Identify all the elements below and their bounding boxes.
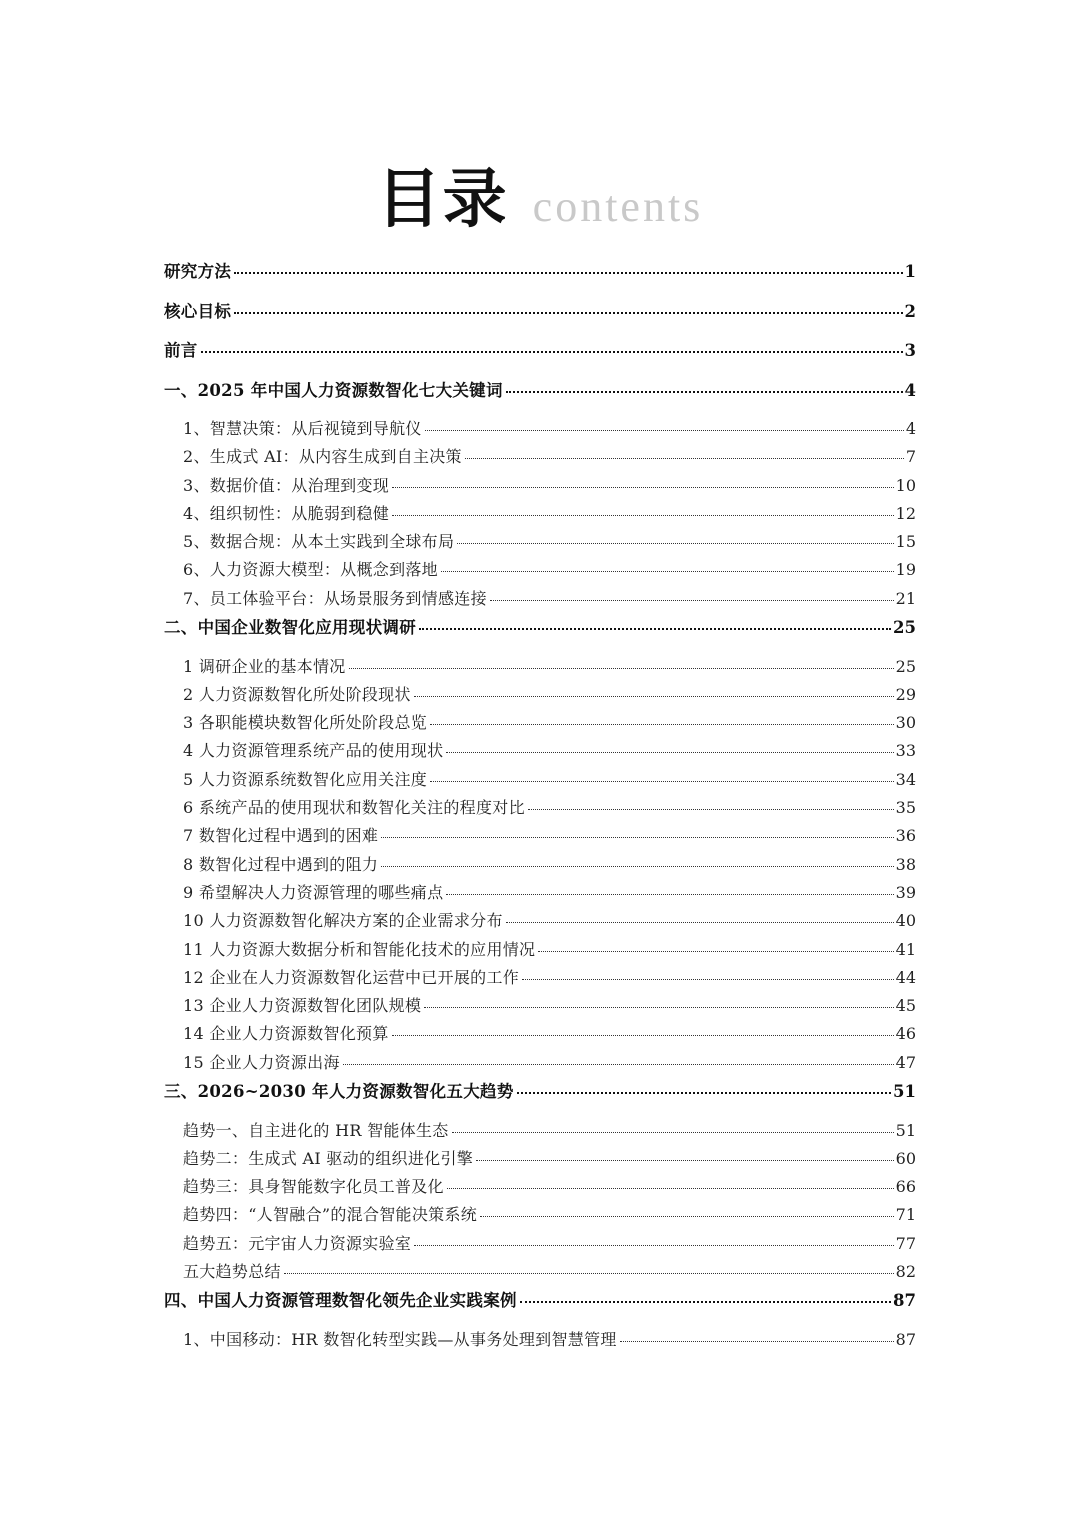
dot-leader — [452, 1132, 894, 1133]
dot-leader — [425, 430, 904, 431]
toc-section-entry[interactable] — [164, 1078, 916, 1118]
dot-leader — [392, 515, 894, 516]
dot-leader — [392, 1035, 894, 1036]
toc-page-number: 44 — [895, 967, 916, 987]
dot-leader — [424, 1007, 893, 1008]
toc-entry[interactable] — [164, 1202, 916, 1230]
toc-entry[interactable] — [164, 1174, 916, 1202]
dot-leader — [517, 1092, 891, 1094]
toc-entry-label: 趋势四：“人智融合”的混合智能决策系统 — [183, 1205, 478, 1225]
toc-entry-label: 3 各职能模块数智化所处阶段总览 — [183, 713, 428, 733]
toc-entry[interactable] — [164, 444, 916, 472]
toc-entry[interactable] — [164, 908, 916, 936]
dot-leader — [620, 1341, 894, 1342]
toc-page-number: 60 — [895, 1148, 916, 1168]
toc-entry-label: 四、中国人力资源管理数智化领先企业实践案例 — [164, 1291, 517, 1311]
toc-entry-label: 1 调研企业的基本情况 — [183, 656, 346, 676]
toc-page-number: 30 — [895, 713, 916, 733]
toc-entry-label: 趋势五：元宇宙人力资源实验室 — [183, 1233, 412, 1253]
toc-entry[interactable] — [164, 1050, 916, 1078]
toc-entry-label: 4 人力资源管理系统产品的使用现状 — [183, 741, 444, 761]
dot-leader — [430, 781, 894, 782]
toc-page-number: 2 — [904, 301, 916, 321]
dot-leader — [284, 1273, 894, 1274]
toc-entry-label: 1、智慧决策：从后视镜到导航仪 — [183, 419, 422, 438]
dot-leader — [538, 951, 893, 952]
page-title: 目录 — [376, 163, 509, 237]
toc-page-number: 25 — [895, 656, 916, 676]
dot-leader — [506, 391, 903, 393]
toc-page-number: 66 — [895, 1177, 916, 1197]
toc-page-number: 77 — [895, 1233, 916, 1253]
toc-section-entry[interactable] — [164, 298, 916, 338]
toc-page-number: 87 — [893, 1291, 916, 1311]
toc-entry-label: 6 系统产品的使用现状和数智化关注的程度对比 — [183, 798, 525, 818]
toc-entry[interactable] — [164, 795, 916, 823]
toc-page-number: 10 — [895, 475, 916, 495]
toc-entry-label: 2 人力资源数智化所处阶段现状 — [183, 684, 411, 704]
toc-entry[interactable] — [164, 1118, 916, 1146]
toc-page-number: 7 — [905, 447, 916, 467]
dot-leader — [392, 487, 894, 488]
toc-page-number: 39 — [895, 882, 916, 902]
dot-leader — [457, 543, 893, 544]
toc-page-number: 33 — [895, 741, 916, 761]
toc-entry-label: 11 人力资源大数据分析和智能化技术的应用情况 — [183, 939, 536, 959]
toc-entry-label: 核心目标 — [164, 301, 232, 321]
dot-leader — [528, 809, 894, 810]
toc-entry-label: 12 企业在人力资源数智化运营中已开展的工作 — [183, 967, 520, 987]
toc-page-number: 35 — [895, 798, 916, 818]
toc-section-entry[interactable] — [164, 377, 916, 417]
toc-page-number: 38 — [895, 854, 916, 874]
toc-entry-label: 一、2025 年中国人力资源数智化七大关键词 — [164, 380, 503, 400]
toc-entry[interactable] — [164, 1259, 916, 1287]
toc-page-number: 29 — [895, 684, 916, 704]
dot-leader — [520, 1301, 891, 1303]
dot-leader — [476, 1160, 894, 1161]
toc-page-number: 19 — [895, 560, 916, 580]
toc-entry-label: 10 人力资源数智化解决方案的企业需求分布 — [183, 911, 503, 931]
dot-leader — [480, 1216, 894, 1217]
dot-leader — [522, 979, 894, 980]
dot-leader — [414, 696, 894, 697]
dot-leader — [234, 312, 902, 314]
toc-page-number: 21 — [895, 588, 916, 608]
toc-entry[interactable] — [164, 710, 916, 738]
toc-page-number: 87 — [895, 1329, 916, 1349]
dot-leader — [465, 458, 904, 459]
toc-entry[interactable] — [164, 965, 916, 993]
toc-entry-label: 趋势三：具身智能数字化员工普及化 — [183, 1177, 444, 1197]
toc-page-number: 46 — [895, 1024, 916, 1044]
toc-entry-label: 前言 — [164, 341, 198, 360]
toc-page-number: 45 — [895, 996, 916, 1016]
toc-page-number: 82 — [895, 1262, 916, 1282]
dot-leader — [446, 894, 893, 895]
toc-entry[interactable] — [164, 852, 916, 880]
toc-page-number: 34 — [895, 769, 916, 789]
toc-section-entry[interactable] — [164, 258, 916, 298]
toc-page-number: 3 — [904, 341, 916, 360]
dot-leader — [441, 571, 894, 572]
toc-entry[interactable] — [164, 823, 916, 851]
toc-entry[interactable] — [164, 586, 916, 614]
dot-leader — [234, 272, 902, 274]
toc-entry[interactable] — [164, 682, 916, 710]
toc-entry[interactable] — [164, 880, 916, 908]
toc-page-number: 51 — [895, 1120, 916, 1140]
dot-leader — [343, 1064, 894, 1065]
toc-entry[interactable] — [164, 738, 916, 766]
toc-page-number: 15 — [895, 532, 916, 552]
toc-entry-label: 15 企业人力资源出海 — [183, 1052, 340, 1072]
toc-section-entry[interactable] — [164, 337, 916, 377]
toc-entry[interactable] — [164, 1021, 916, 1049]
dot-leader — [430, 724, 894, 725]
toc-page-number: 4 — [905, 419, 916, 438]
toc-section-entry[interactable] — [164, 1287, 916, 1327]
toc-page-number: 12 — [895, 503, 916, 523]
toc-page-number: 4 — [904, 380, 916, 400]
toc-page-number: 36 — [895, 826, 916, 846]
toc-entry[interactable] — [164, 1327, 916, 1355]
dot-leader — [201, 351, 903, 353]
toc-entry-label: 4、组织韧性：从脆弱到稳健 — [183, 503, 390, 523]
toc-entry[interactable] — [164, 501, 916, 529]
toc-entry[interactable] — [164, 557, 916, 585]
toc-section-entry[interactable] — [164, 614, 916, 654]
toc-page-number: 51 — [893, 1082, 916, 1102]
toc-page-number: 1 — [904, 262, 916, 281]
toc-entry-label: 二、中国企业数智化应用现状调研 — [164, 618, 416, 638]
dot-leader — [381, 837, 893, 838]
dot-leader — [414, 1245, 893, 1246]
toc-page-number: 40 — [895, 911, 916, 931]
toc-entry-label: 五大趋势总结 — [183, 1262, 281, 1282]
toc-entry[interactable] — [164, 1231, 916, 1259]
table-of-contents — [164, 258, 916, 1355]
dot-leader — [446, 752, 893, 753]
toc-entry-label: 14 企业人力资源数智化预算 — [183, 1024, 389, 1044]
toc-page-number: 71 — [895, 1205, 916, 1225]
toc-page-number: 47 — [895, 1052, 916, 1072]
toc-page-number: 25 — [893, 618, 916, 638]
toc-entry[interactable] — [164, 1146, 916, 1174]
toc-entry-label: 5 人力资源系统数智化应用关注度 — [183, 769, 428, 789]
toc-entry-label: 6、人力资源大模型：从概念到落地 — [183, 560, 438, 580]
toc-entry-label: 9 希望解决人力资源管理的哪些痛点 — [183, 882, 444, 902]
toc-entry-label: 3、数据价值：从治理到变现 — [183, 475, 390, 495]
toc-entry[interactable] — [164, 767, 916, 795]
toc-entry[interactable] — [164, 529, 916, 557]
toc-entry-label: 7、员工体验平台：从场景服务到情感连接 — [183, 588, 487, 608]
toc-entry-label: 7 数智化过程中遇到的困难 — [183, 826, 379, 846]
dot-leader — [349, 668, 894, 669]
toc-entry-label: 2、生成式 AI：从内容生成到自主决策 — [183, 447, 462, 467]
page-subtitle: contents — [532, 182, 704, 231]
toc-entry-label: 8 数智化过程中遇到的阻力 — [183, 854, 379, 874]
toc-entry-label: 三、2026~2030 年人力资源数智化五大趋势 — [164, 1082, 514, 1102]
toc-entry[interactable] — [164, 473, 916, 501]
dot-leader — [490, 600, 894, 601]
toc-entry[interactable] — [164, 654, 916, 682]
toc-entry-label: 趋势一、自主进化的 HR 智能体生态 — [183, 1120, 449, 1140]
toc-entry-label: 5、数据合规：从本土实践到全球布局 — [183, 532, 455, 552]
toc-entry[interactable] — [164, 937, 916, 965]
dot-leader — [447, 1188, 894, 1189]
toc-entry-label: 1、中国移动：HR 数智化转型实践—从事务处理到智慧管理 — [183, 1329, 617, 1349]
page-header — [0, 148, 1080, 240]
toc-entry-label: 趋势二：生成式 AI 驱动的组织进化引擎 — [183, 1148, 474, 1168]
toc-entry[interactable] — [164, 993, 916, 1021]
toc-entry-label: 研究方法 — [164, 262, 232, 281]
dot-leader — [381, 866, 893, 867]
toc-entry[interactable] — [164, 416, 916, 444]
dot-leader — [419, 628, 891, 630]
toc-entry-label: 13 企业人力资源数智化团队规模 — [183, 996, 422, 1016]
dot-leader — [506, 922, 894, 923]
toc-page-number: 41 — [895, 939, 916, 959]
